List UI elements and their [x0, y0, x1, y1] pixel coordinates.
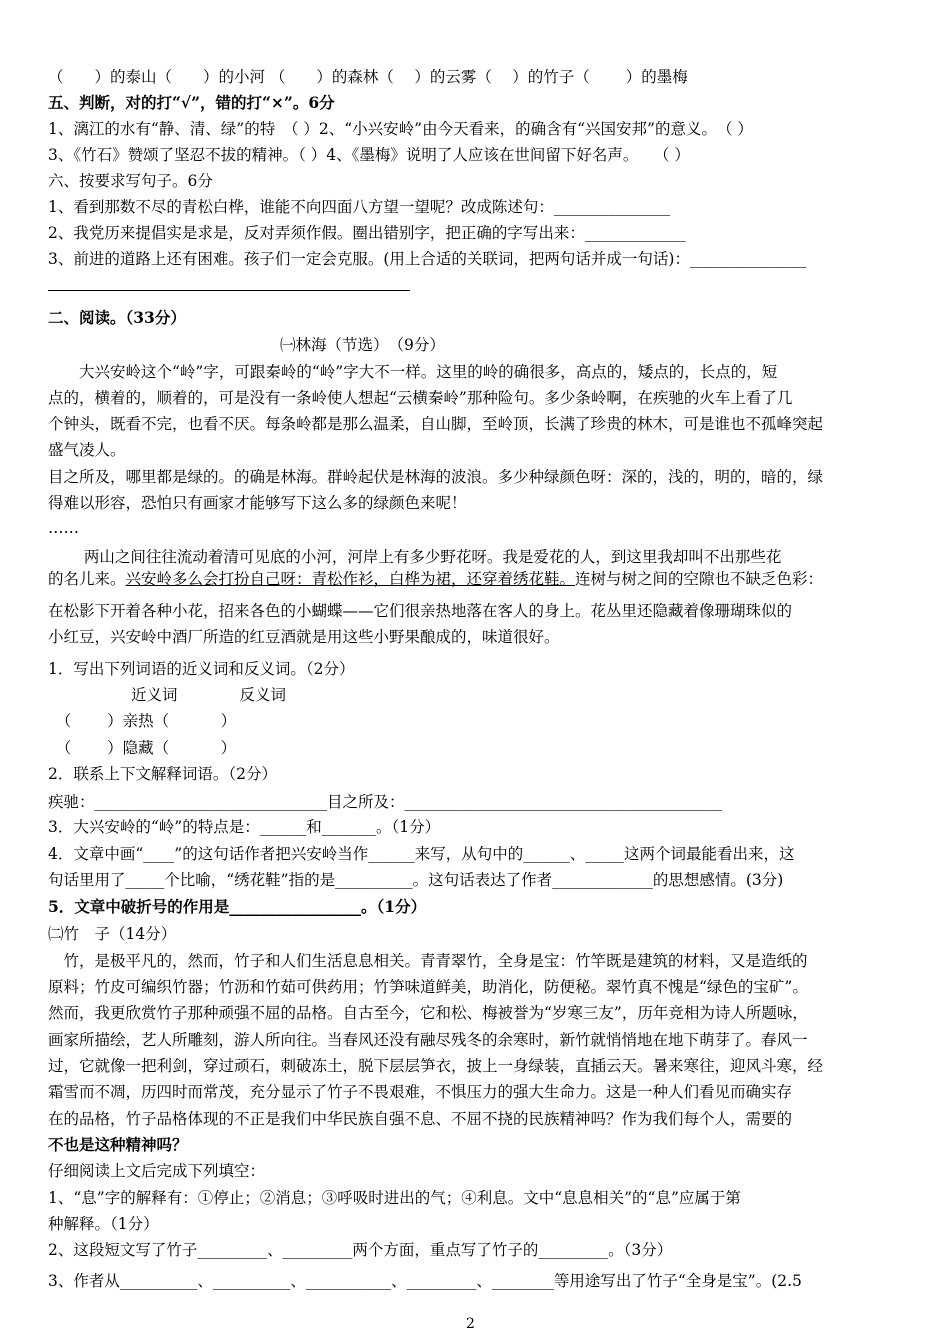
- text-line: 1、看到那数不尽的青松白桦，谁能不向四面八方望一望呢？改成陈述句：_______________: [48, 198, 671, 216]
- text-line: 仔细阅读上文后完成下列填空：: [48, 1162, 266, 1180]
- text-line: 画家所描绘，艺人所雕刻，游人所向往。当春风还没有融尽残冬的余寒时，新竹就悄悄地在地下萌芽了。春风一: [48, 1031, 808, 1049]
- text-line: 两山之间往往流动着清可见底的小河，河岸上有多少野花呀。我是爱花的人，到这里我却叫不出那些花: [48, 548, 782, 566]
- text-line: 原料；竹皮可编织竹器；竹沥和竹茹可供药用；竹笋味道鲜美，助消化，防便秘。翠竹真不愧是“绿色的宝矿”。: [48, 978, 808, 996]
- text-line: 然而，我更欣赏竹子那种顽强不屈的品格。自古至今，它和松、梅被誉为“岁寒三友”，历年竞相为诗人所题咏，: [48, 1004, 808, 1022]
- page-number: 2: [466, 1316, 475, 1332]
- text-line: 竹，是极平凡的，然而，竹子和人们生活息息相关。青青翠竹，全身是宝：竹竿既是建筑的材料，又是造纸的: [48, 952, 808, 970]
- text-line: 过，它就像一把利剑，穿过顽石，刺破冻土，脱下层层笋衣，披上一身绿装，直插云天。暑来寒往，迎风斗寒，经: [48, 1057, 824, 1075]
- text-line: 2、这段短文写了竹子_________、_________两个方面，重点写了竹子的_________。（3分）: [48, 1241, 673, 1259]
- text-line: 4．文章中画“____”的这句话作者把兴安岭当作______来写，从句中的______、_____这两个词最能看出来，这: [48, 845, 795, 863]
- text-line: 小红豆，兴安岭中酒厂所造的红豆酒就是用这些小野果酿成的，味道很好。: [48, 628, 560, 646]
- section-heading: 二、阅读。（33分）: [48, 308, 186, 327]
- text-line: ㈡竹 子（14分）: [48, 925, 177, 943]
- text-line: 个钟头，既看不完，也看不厌。每条岭都是那么温柔，自山脚，至岭顶，长满了珍贵的林木，可是谁也不孤峰突起: [48, 415, 824, 433]
- underlined-sentence: 兴安岭多么会打扮自己呀：青松作衫，白桦为裙，还穿着绣花鞋。: [125, 570, 576, 588]
- text-line: 疾驰：______________________________目之所及：_________________________________________: [48, 793, 723, 811]
- text-line: 近义词 反义词: [100, 686, 287, 704]
- text-line: 3．大兴安岭的“岭”的特点是：______和_______。（1分）: [48, 818, 441, 836]
- text-line: 不也是这种精神吗？: [48, 1135, 188, 1154]
- text-line: 2．联系上下文解释词语。（2分）: [48, 765, 277, 783]
- text-line: 盛气凌人。: [48, 441, 126, 459]
- section-heading: ㈠林海（节选） （9分）: [280, 336, 445, 354]
- text-line: [48, 569, 823, 589]
- line-text: 的名儿来。: [48, 570, 126, 588]
- text-line: （ ）的泰山（ ）的小河 （ ）的森林（ ）的云雾（ ）的竹子（ ）的墨梅: [48, 68, 688, 86]
- text-line: 点的，横着的，顺着的，可是没有一条岭使人想起“云横秦岭”那种险句。多少条岭啊，在疾驰的火车上看了几: [48, 389, 793, 407]
- text-line: 3、《竹石》赞颂了坚忍不拔的精神。（ ）4、《墨梅》说明了人应该在世间留下好名声。 （ ）: [48, 146, 690, 164]
- text-line: 目之所及，哪里都是绿的。的确是林海。群岭起伏是林海的波浪。多少种绿颜色呀：深的，浅的，明的，暗的，绿: [48, 468, 824, 486]
- text-line: 六、按要求写句子。6分: [48, 172, 213, 190]
- text-line: 得难以形容，恐怕只有画家才能够写下这么多的绿颜色来呢！: [48, 494, 467, 512]
- text-line: 3、前进的道路上还有困难。孩子们一定会克服。(用上合适的关联词，把两句话并成一句话)：_______________: [48, 250, 807, 268]
- answer-line: [48, 290, 410, 291]
- text-line: 1、“息”字的解释有：①停止；②消息；③呼吸时进出的气；④利息。文中“息息相关”的“息”应属于第: [48, 1189, 741, 1207]
- text-line: 句话里用了_____个比喻，“绣花鞋”指的是__________。这句话表达了作者_____________的思想感情。(3分): [48, 871, 784, 889]
- text-line: 五、判断，对的打“√”，错的打“×”。6分: [48, 93, 335, 112]
- text-line: （ ）亲热（ ）: [48, 712, 237, 730]
- text-line: （ ）隐藏（ ）: [48, 739, 237, 757]
- text-line: 1、漓江的水有“静、清、绿”的特 （ ）2、“小兴安岭”由今天看来，的确含有“兴国安邦”的意义。 （ ）: [48, 120, 753, 138]
- text-line: 大兴安岭这个“岭”字，可跟秦岭的“岭”字大不一样。这里的岭的确很多，高点的，矮点的，长点的，短: [48, 363, 778, 381]
- text-line: 在松影下开着各种小花，招来各色的小蝴蝶——它们很亲热地落在客人的身上。花丛里还隐藏着像珊瑚珠似的: [48, 602, 793, 620]
- text-line: 种解释。（1分）: [48, 1215, 159, 1233]
- text-line: 在的品格，竹子品格体现的不正是我们中华民族自强不息、不屈不挠的民族精神吗？作为我们每个人，需要的: [48, 1110, 793, 1128]
- line-text: 连树与树之间的空隙也不缺乏色彩：: [575, 570, 824, 588]
- text-line: 1．写出下列词语的近义词和反义词。（2分）: [48, 660, 355, 678]
- section-heading: 5．文章中破折号的作用是_________________。（1分）: [48, 897, 427, 916]
- text-line: 3、作者从__________、__________、___________、_________、________等用途写出了竹子“全身是宝”。(2.5: [48, 1272, 802, 1290]
- text-line: 2、我党历来提倡实是求是，反对弄须作假。圈出错别字，把正确的字写出来：_____________: [48, 224, 686, 242]
- text-line: 霜雪而不凋，历四时而常茂，充分显示了竹子不畏艰难，不惧压力的强大生命力。这是一种人们看见而确实存: [48, 1083, 793, 1101]
- text-line: ……: [48, 519, 79, 537]
